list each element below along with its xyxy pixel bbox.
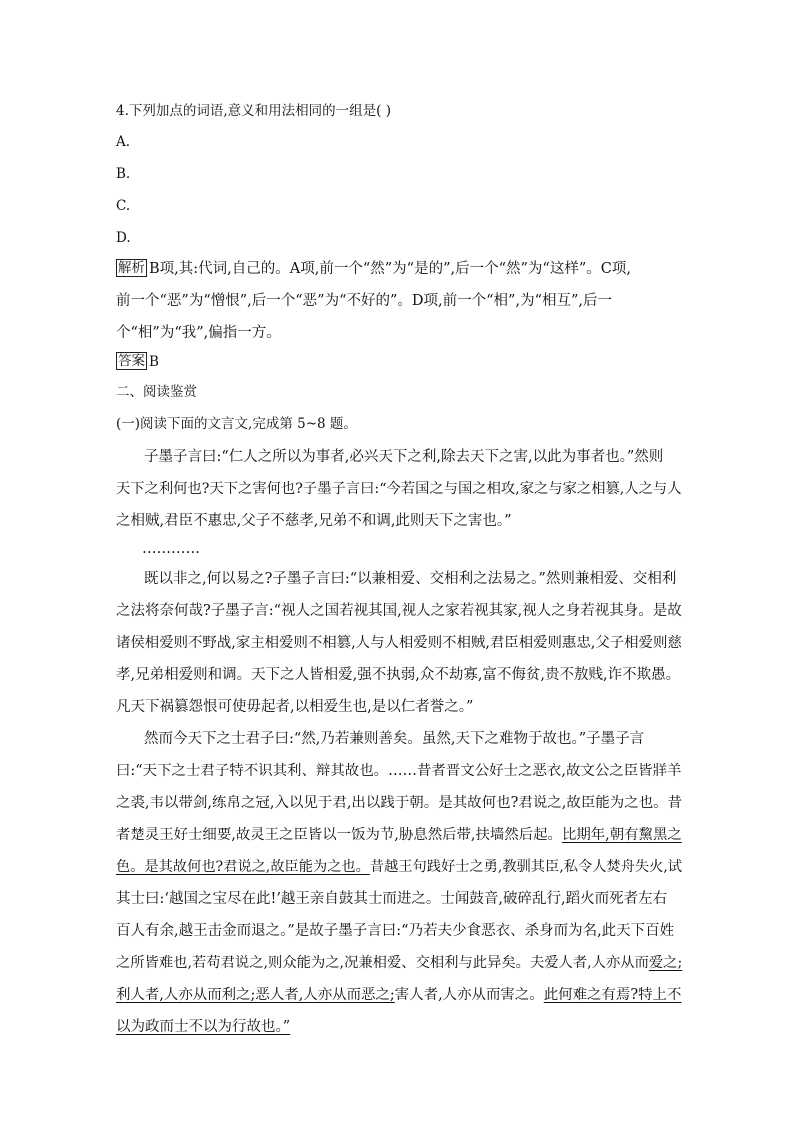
passage-ellipsis: ………… <box>142 541 200 557</box>
passage-p3-line-6: 其士曰:‘越国之宝尽在此!’越王亲自鼓其士而进之。士闻鼓音,破碎乱行,蹈火而死者左右 <box>116 891 668 907</box>
underlined-sentence: 比期年,朝有黧黑之 <box>561 827 682 843</box>
answer-value: B <box>149 354 159 370</box>
passage-p3-line-2: 曰:“天下之士君子特不识其利、辩其故也。……昔者晋文公好士之恶衣,故文公之臣皆牂羊 <box>116 763 682 779</box>
passage-p2-line-1: 既以非之,何以易之?子墨子言曰:“以兼相爱、交相利之法易之。”然则兼相爱、交相利 <box>144 571 677 587</box>
analysis-line-1: 解析 B项,其:代词,自己的。A项,前一个“然”为“是的”,后一个“然”为“这样”。C项, <box>118 260 631 277</box>
analysis-line-3: 个“相”为“我”,偏指一方。 <box>116 325 281 341</box>
passage-p3-line-5: 色。是其故何也?君说之,故臣能为之也。昔越王句践好士之勇,教驯其臣,私令人焚舟失火,试 <box>116 859 683 875</box>
option-c: C. <box>116 198 131 214</box>
section-heading: 二、阅读鉴赏 <box>116 384 197 400</box>
section-subheading: (一)阅读下面的文言文,完成第 5~8 题。 <box>116 416 357 432</box>
passage-p3-line-7: 百人有余,越王击金而退之。”是故子墨子言曰:“乃若夫少食恶衣、杀身而为名,此天下百姓 <box>116 923 675 939</box>
underlined-sentence: 利人者,人亦从而利之;恶人者,人亦从而恶之; <box>116 987 395 1003</box>
passage-p2-line-4: 孝,兄弟相爱则和调。天下之人皆相爱,强不执弱,众不劫寡,富不侮贫,贵不敖贱,诈不欺愚。 <box>116 667 681 683</box>
option-d: D. <box>116 230 131 246</box>
analysis-label: 解析 <box>118 260 145 276</box>
passage-p2-line-2: 之法将奈何哉?子墨子言:“视人之国若视其国,视人之家若视其家,视人之身若视其身。是故 <box>116 603 682 619</box>
underlined-sentence: 爱之; <box>648 955 683 971</box>
underlined-sentence: 色。是其故何也?君说之,故臣能为之也。 <box>116 859 370 875</box>
passage-p3-line-10 <box>116 1017 290 1037</box>
passage-p3-line-8: 之所皆难也,若苟君说之,则众能为之,况兼相爱、交相利与此异矣。夫爱人者,人亦从而爱之; <box>116 955 683 971</box>
option-a: A. <box>116 134 131 150</box>
option-b: B. <box>116 166 131 182</box>
passage-p3-line-1: 然而今天下之士君子曰:“然,乃若兼则善矣。虽然,天下之难物于故也。”子墨子言 <box>144 731 645 747</box>
analysis-line-2: 前一个“恶”为“憎恨”,后一个“恶”为“不好的”。D项,前一个“相”,为“相互”,后一 <box>116 293 613 309</box>
answer-line <box>116 352 159 372</box>
passage-p1-line-2: 天下之利何也?天下之害何也?子墨子言曰:“今若国之与国之相攻,家之与家之相篡,人之与人 <box>116 481 682 497</box>
passage-p2-line-5: 凡天下祸篡怨恨可使毋起者,以相爱生也,是以仁者誉之。” <box>116 699 474 715</box>
answer-label: 答案 <box>118 353 145 369</box>
question-4-stem: 4.下列加点的词语,意义和用法相同的一组是( ) <box>116 103 391 119</box>
passage-p2-line-3: 诸侯相爱则不野战,家主相爱则不相篡,人与人相爱则不相贼,君臣相爱则惠忠,父子相爱则慈 <box>116 635 682 651</box>
passage-p3-line-3: 之裘,韦以带剑,练帛之冠,入以见于君,出以践于朝。是其故何也?君说之,故臣能为之也。昔 <box>116 795 683 811</box>
underlined-sentence: 以为政而士不以为行故也。” <box>116 1019 291 1035</box>
passage-p1-line-3: 之相贼,君臣不惠忠,父子不慈孝,兄弟不和调,此则天下之害也。” <box>116 513 512 529</box>
underlined-sentence: 此何难之有焉?特上不 <box>543 987 682 1003</box>
passage-p3-line-9: 利人者,人亦从而利之;恶人者,人亦从而恶之;害人者,人亦从而害之。此何难之有焉?特上不 <box>116 987 682 1003</box>
passage-p1-line-1: 子墨子言曰:“仁人之所以为事者,必兴天下之利,除去天下之害,以此为事者也。”然则 <box>144 449 664 465</box>
passage-p3-line-4: 者楚灵王好士细要,故灵王之臣皆以一饭为节,胁息然后带,扶墙然后起。比期年,朝有黧黑之 <box>116 827 682 843</box>
